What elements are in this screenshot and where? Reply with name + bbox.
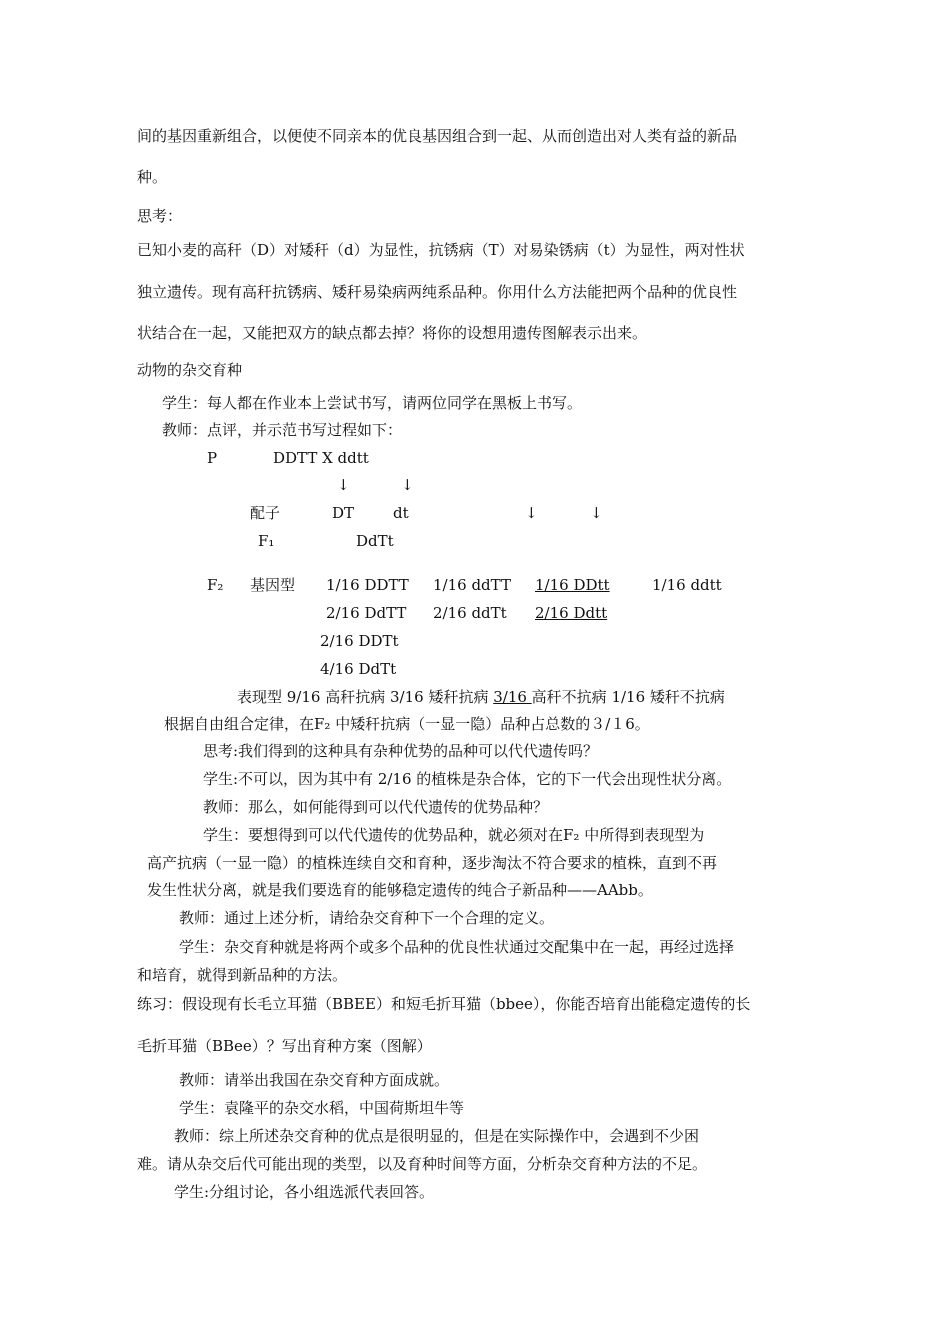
teacher-line: 教师：那么，如何能得到可以代代遗传的优势品种？ xyxy=(203,798,549,816)
f1-value: DdTt xyxy=(356,532,394,550)
student-line: 学生:分组讨论，各小组选派代表回答。 xyxy=(174,1183,435,1201)
teacher-line: 难。请从杂交后代可能出现的类型，以及育种时间等方面，分析杂交育种方法的不足。 xyxy=(137,1155,708,1173)
exercise-line: 练习：假设现有长毛立耳猫（BBEE）和短毛折耳猫（bbee），你能否培育出能稳定遗传的长 xyxy=(137,995,751,1013)
down-arrow-icon: ↓ xyxy=(590,504,603,522)
p-label: P xyxy=(207,449,218,467)
genotype-cell: 2/16 DDTt xyxy=(320,632,399,650)
student-line: 和培育，就得到新品种的方法。 xyxy=(137,966,348,984)
paragraph-line: 独立遗传。现有高秆抗锈病、矮秆易染病两纯系品种。你用什么方法能把两个品种的优良性 xyxy=(137,283,738,301)
gamete-label: 配子 xyxy=(250,504,281,522)
paragraph-line: 间的基因重新组合，以便使不同亲本的优良基因组合到一起、从而创造出对人类有益的新品 xyxy=(137,127,738,145)
genotype-cell: 2/16 ddTt xyxy=(433,604,507,622)
genotype-cell: 1/16 ddTT xyxy=(433,576,511,594)
genotype-cell: 1/16 DDTT xyxy=(326,576,409,594)
think-line: 思考:我们得到的这种具有杂种优势的品种可以代代遗传吗？ xyxy=(203,742,599,760)
genotype-cell: 1/16 DDtt xyxy=(535,576,610,594)
genotype-cell: 4/16 DdTt xyxy=(320,660,397,678)
paragraph-line: 种。 xyxy=(137,168,168,186)
teacher-line: 教师：请举出我国在杂交育种方面成就。 xyxy=(179,1071,450,1089)
phenotype-text: 表现型 9/16 高秆抗病 3/16 矮秆抗病 xyxy=(237,688,494,706)
student-line: 学生：要想得到可以代代遗传的优势品种，就必须对在F₂ 中所得到表现型为 xyxy=(203,826,705,844)
student-line: 高产抗病（一显一隐）的植株连续自交和育种，逐步淘汰不符合要求的植株，直到不再 xyxy=(147,854,718,872)
paragraph-line: 已知小麦的高秆（D）对矮秆（d）为显性，抗锈病（T）对易染锈病（t）为显性，两对性状 xyxy=(137,241,745,259)
student-line: 学生：每人都在作业本上尝试书写，请两位同学在黑板上书写。 xyxy=(162,394,583,412)
teacher-line: 教师：点评，并示范书写过程如下： xyxy=(162,421,403,439)
gamete-value: DT xyxy=(332,504,355,522)
paragraph-line: 状结合在一起，又能把双方的缺点都去掉？将你的设想用遗传图解表示出来。 xyxy=(137,324,648,342)
student-line: 学生：杂交育种就是将两个或多个品种的优良性状通过交配集中在一起，再经过选择 xyxy=(179,938,735,956)
section-title: 动物的杂交育种 xyxy=(137,361,243,379)
teacher-line: 教师：综上所述杂交育种的优点是很明显的，但是在实际操作中，会遇到不少困 xyxy=(174,1127,700,1145)
genotype-cell: 1/16 ddtt xyxy=(652,576,722,594)
student-line: 学生：袁隆平的杂交水稻，中国荷斯坦牛等 xyxy=(179,1099,465,1117)
phenotype-line xyxy=(237,687,725,707)
genotype-cell: 2/16 Ddtt xyxy=(535,604,608,622)
down-arrow-icon: ↓ xyxy=(525,504,538,522)
gamete-value: dt xyxy=(393,504,409,522)
down-arrow-icon: ↓ xyxy=(337,476,350,494)
f2-label: F₂ xyxy=(207,576,224,594)
phenotype-text: 高秆不抗病 1/16 矮秆不抗病 xyxy=(531,688,725,706)
genotype-label: 基因型 xyxy=(250,576,296,594)
think-label: 思考： xyxy=(137,207,183,225)
f1-label: F₁ xyxy=(258,532,275,550)
student-line: 学生:不可以，因为其中有 2/16 的植株是杂合体，它的下一代会出现性状分离。 xyxy=(203,770,732,788)
parent-cross: DDTT X ddtt xyxy=(273,449,369,467)
phenotype-underlined: 3/16 xyxy=(493,688,532,706)
conclusion-line: 根据自由组合定律，在F₂ 中矮秆抗病（一显一隐）品种占总数的３/１6。 xyxy=(164,715,650,733)
student-line: 发生性状分离，就是我们要选育的能够稳定遗传的纯合子新品种——AAbb。 xyxy=(147,881,653,899)
down-arrow-icon: ↓ xyxy=(401,476,414,494)
exercise-line: 毛折耳猫（BBee）？写出育种方案（图解） xyxy=(137,1037,432,1055)
teacher-line: 教师：通过上述分析，请给杂交育种下一个合理的定义。 xyxy=(179,909,555,927)
genotype-cell: 2/16 DdTT xyxy=(326,604,407,622)
